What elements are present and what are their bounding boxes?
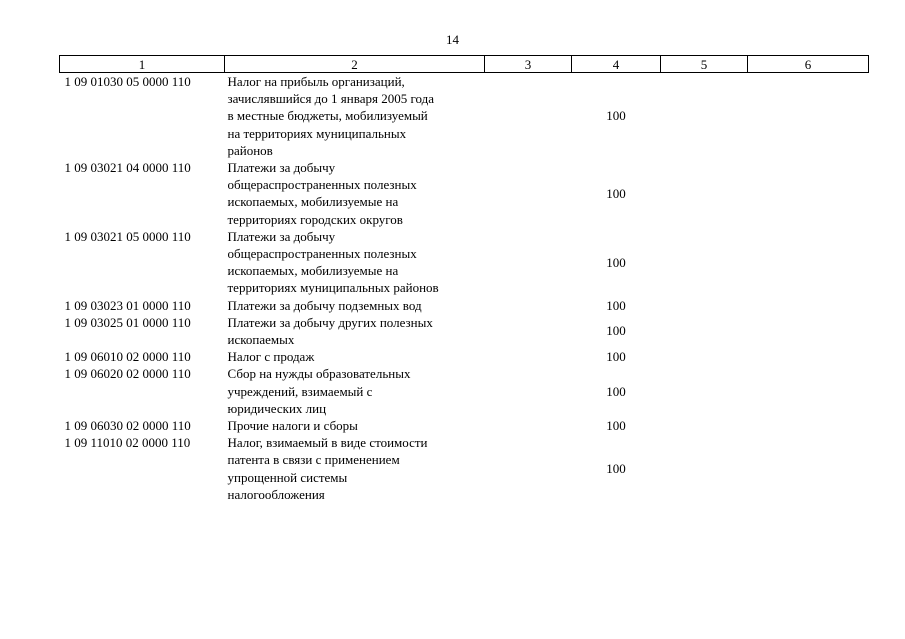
header-col-1: 1	[60, 56, 225, 73]
budget-code-cell: 1 09 11010 02 0000 110	[64, 435, 191, 451]
value-cell-col3	[485, 348, 572, 365]
revenue-name-line: Платежи за добычу	[227, 160, 336, 176]
value-cell-col5	[661, 228, 748, 297]
value-cell-col6	[748, 73, 869, 160]
value-cell-col3	[485, 159, 572, 228]
value-cell-col4: 100	[606, 323, 626, 339]
revenue-name-line: Налог, взимаемый в виде стоимости	[227, 435, 428, 451]
value-cell-col6	[748, 314, 869, 348]
value-cell-col4: 100	[606, 418, 626, 434]
budget-code-cell: 1 09 01030 05 0000 110	[64, 74, 191, 89]
value-cell-col5	[661, 297, 748, 314]
value-cell-col6	[748, 348, 869, 365]
revenue-name-line: Платежи за добычу подземных вод	[227, 297, 422, 313]
revenue-name-line: на территориях муниципальных	[227, 125, 407, 141]
value-cell-col6	[748, 365, 869, 417]
table-header-row	[60, 56, 869, 73]
revenue-name-cell	[225, 73, 485, 160]
value-cell-col4: 100	[606, 108, 626, 124]
table-row	[60, 314, 869, 348]
revenue-name-line: Платежи за добычу других полезных	[227, 314, 433, 330]
revenue-name-line: Налог на прибыль организаций,	[227, 74, 405, 89]
revenue-name-line: патента в связи с применением	[227, 452, 400, 468]
value-cell-col3	[485, 297, 572, 314]
revenue-name-line: зачислявшийся до 1 января 2005 года	[227, 91, 434, 107]
budget-code-cell: 1 09 03023 01 0000 110	[64, 297, 191, 313]
header-col-4: 4	[572, 56, 661, 73]
value-cell-col3	[485, 434, 572, 503]
revenue-name-line: Платежи за добычу	[227, 228, 336, 244]
revenue-name-line: юридических лиц	[227, 400, 327, 416]
revenue-name-line: Налог с продаж	[227, 349, 315, 365]
revenue-name-cell	[225, 159, 485, 228]
table-row	[60, 159, 869, 228]
header-col-3: 3	[485, 56, 572, 73]
table-row	[60, 228, 869, 297]
value-cell-col4: 100	[606, 297, 626, 313]
value-cell-col6	[748, 297, 869, 314]
revenue-name-line: Сбор на нужды образовательных	[227, 366, 411, 382]
value-cell-col6	[748, 228, 869, 297]
value-cell-col3	[485, 228, 572, 297]
revenue-name-line: общераспространенных полезных	[227, 246, 417, 262]
revenue-name-cell	[225, 228, 485, 297]
revenue-name-line: территориях муниципальных районов	[227, 280, 439, 296]
value-cell-col5	[661, 159, 748, 228]
revenue-name-cell	[225, 348, 485, 365]
budget-table	[59, 55, 869, 503]
revenue-name-line: учреждений, взимаемый с	[227, 383, 373, 399]
budget-code-cell: 1 09 03025 01 0000 110	[64, 314, 191, 330]
page-number: 14	[446, 32, 459, 47]
revenue-name-cell	[225, 314, 485, 348]
value-cell-col5	[661, 348, 748, 365]
budget-code-cell: 1 09 06010 02 0000 110	[64, 349, 191, 365]
revenue-name-line: районов	[227, 142, 273, 158]
revenue-name-cell	[225, 417, 485, 434]
value-cell-col5	[661, 417, 748, 434]
value-cell-col4: 100	[606, 461, 626, 477]
value-cell-col4: 100	[606, 185, 626, 201]
revenue-name-line: ископаемых, мобилизуемые на	[227, 194, 399, 210]
value-cell-col3	[485, 314, 572, 348]
budget-code-cell: 1 09 03021 04 0000 110	[64, 160, 191, 176]
budget-code-cell: 1 09 06020 02 0000 110	[64, 366, 191, 382]
value-cell-col5	[661, 314, 748, 348]
revenue-name-line: ископаемых, мобилизуемые на	[227, 263, 399, 279]
value-cell-col5	[661, 73, 748, 160]
header-col-6: 6	[748, 56, 869, 73]
revenue-name-line: территориях городских округов	[227, 211, 403, 227]
value-cell-col4: 100	[606, 254, 626, 270]
budget-code-cell: 1 09 03021 05 0000 110	[64, 228, 191, 244]
value-cell-col3	[485, 73, 572, 160]
table-row	[60, 73, 869, 160]
header-col-2: 2	[225, 56, 485, 73]
revenue-name-line: Прочие налоги и сборы	[227, 418, 358, 434]
table-row	[60, 297, 869, 314]
revenue-name-cell	[225, 434, 485, 503]
value-cell-col6	[748, 417, 869, 434]
table-row	[60, 434, 869, 503]
value-cell-col6	[748, 159, 869, 228]
value-cell-col3	[485, 365, 572, 417]
table-row	[60, 417, 869, 434]
value-cell-col3	[485, 417, 572, 434]
budget-code-cell: 1 09 06030 02 0000 110	[64, 418, 191, 434]
table-row	[60, 348, 869, 365]
value-cell-col4: 100	[606, 349, 626, 365]
header-col-5: 5	[661, 56, 748, 73]
table-row	[60, 365, 869, 417]
table-body	[60, 73, 869, 504]
revenue-name-line: упрощенной системы	[227, 469, 348, 485]
revenue-name-line: налогообложения	[227, 486, 325, 502]
value-cell-col6	[748, 434, 869, 503]
revenue-name-line: ископаемых	[227, 332, 295, 348]
value-cell-col5	[661, 365, 748, 417]
value-cell-col5	[661, 434, 748, 503]
revenue-name-cell	[225, 297, 485, 314]
revenue-name-line: общераспространенных полезных	[227, 177, 417, 193]
value-cell-col4: 100	[606, 383, 626, 399]
revenue-name-line: в местные бюджеты, мобилизуемый	[227, 108, 428, 124]
revenue-name-cell	[225, 365, 485, 417]
